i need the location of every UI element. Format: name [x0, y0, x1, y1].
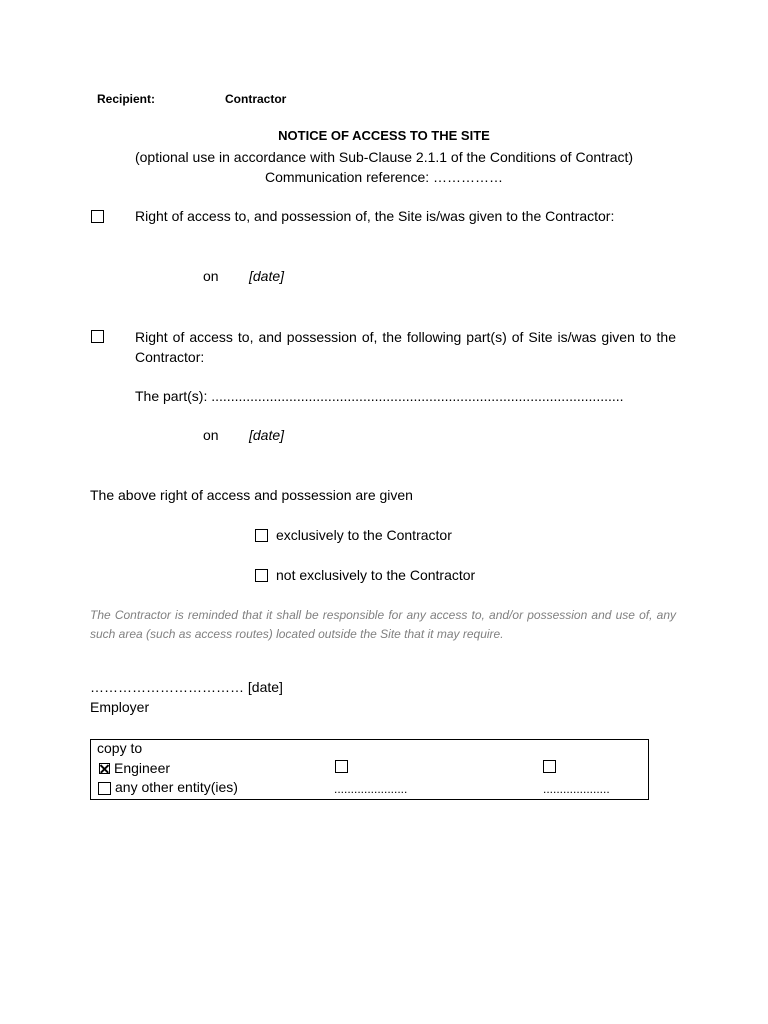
reminder-note: The Contractor is reminded that it shall be responsible for any access to, and/or possession and use of, any such area (such as access routes) located outside the Site that it may require.	[90, 608, 676, 641]
copy-col2-checkbox[interactable]	[335, 760, 348, 773]
copy-col2-dots: ......................	[334, 782, 408, 796]
other-entity-checkbox[interactable]	[98, 782, 111, 795]
option2-on-label: on	[203, 427, 219, 443]
option1-checkbox[interactable]	[91, 210, 104, 223]
other-entity-label: any other entity(ies)	[115, 779, 238, 795]
page-title: NOTICE OF ACCESS TO THE SITE	[278, 128, 490, 143]
given-intro: The above right of access and possession are given	[90, 487, 413, 503]
copy-to-label: copy to	[97, 740, 143, 756]
option2-parts-line: The part(s): ..........................................................................................................	[135, 388, 624, 404]
signature-party: Employer	[90, 699, 150, 715]
copy-col3-dots: ....................	[543, 782, 610, 796]
non-exclusive-checkbox[interactable]	[255, 569, 268, 582]
copy-col3-checkbox[interactable]	[543, 760, 556, 773]
option2-text: Right of access to, and possession of, the following part(s) of Site is/was given to the Contractor:	[135, 329, 676, 365]
communication-reference: Communication reference: ……………	[264, 169, 504, 185]
engineer-checkbox[interactable]	[99, 763, 110, 774]
exclusive-checkbox[interactable]	[255, 529, 268, 542]
option1-date: [date]	[249, 268, 285, 284]
engineer-label: Engineer	[114, 760, 171, 776]
recipient-value: Contractor	[225, 92, 287, 106]
option1-text: Right of access to, and possession of, the Site is/was given to the Contractor:	[135, 208, 615, 224]
exclusive-label: exclusively to the Contractor	[276, 527, 452, 543]
signature-line: …………………………… [date]	[90, 679, 283, 695]
non-exclusive-label: not exclusively to the Contractor	[276, 567, 476, 583]
option2-checkbox[interactable]	[91, 330, 104, 343]
option2-date: [date]	[249, 427, 285, 443]
option1-on-label: on	[203, 268, 219, 284]
recipient-label: Recipient:	[97, 92, 156, 106]
page-subtitle: (optional use in accordance with Sub-Clause 2.1.1 of the Conditions of Contract)	[134, 149, 634, 165]
